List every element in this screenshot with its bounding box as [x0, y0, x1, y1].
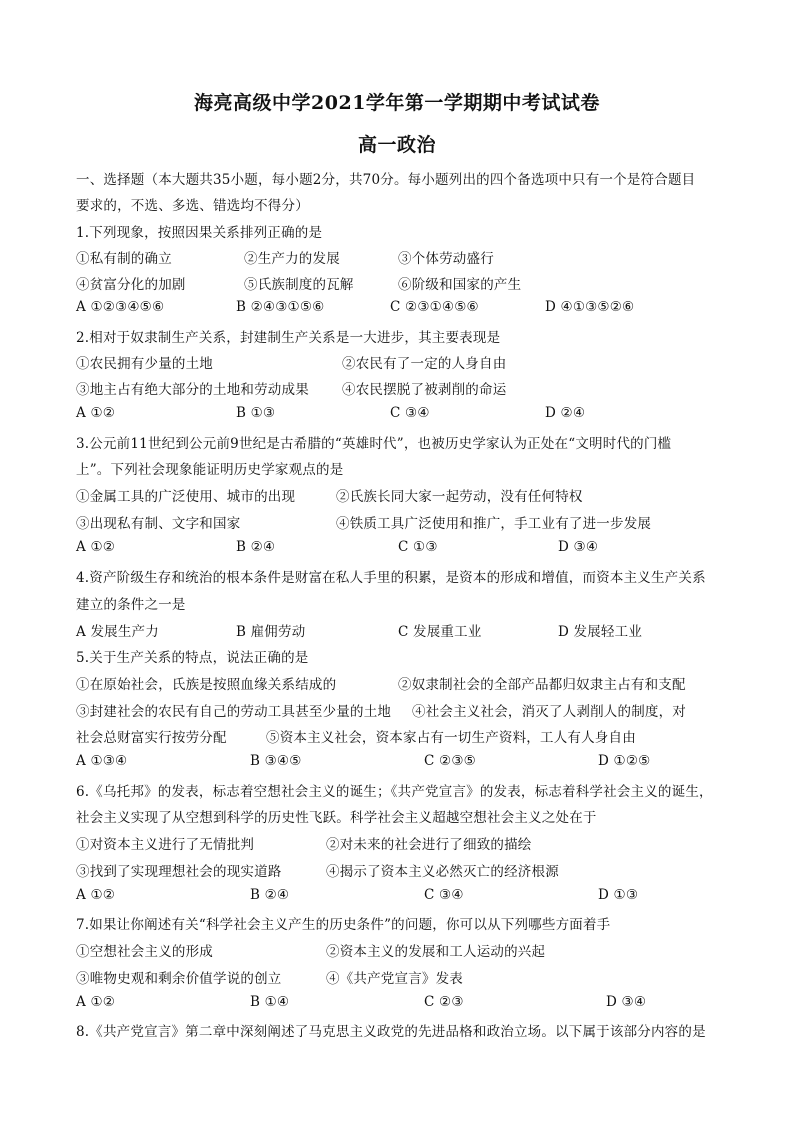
- question-5-statement-4-cont: 社会总财富实行按劳分配: [76, 730, 227, 746]
- question-3-statement-1: ①金属工具的广泛使用、城市的出现: [76, 489, 296, 505]
- question-1-statement-1: ①私有制的确立: [76, 251, 172, 267]
- question-6-stem-line-1: 6.《乌托邦》的发表，标志着空想社会主义的诞生；《共产党宣言》的发表，标志着科学社会主义的诞生，: [76, 784, 713, 800]
- question-4-option-d: D 发展轻工业: [558, 624, 643, 640]
- question-3-option-b: B ②④: [236, 539, 276, 555]
- question-6-option-c: C ③④: [424, 887, 464, 903]
- question-8-stem: 8.《共产党宣言》第二章中深刻阐述了马克思主义政党的先进品格和政治立场。以下属于该部分内容的是: [76, 1024, 706, 1040]
- question-1-option-a: A ①②③④⑤⑥: [76, 299, 165, 315]
- question-6-option-d: D ①③: [598, 887, 639, 903]
- question-6-statement-3: ③找到了实现理想社会的现实道路: [76, 864, 282, 880]
- section-instruction-line-2: 要求的，不选、多选、错选均不得分）: [76, 198, 309, 214]
- question-2-stem: 2.相对于奴隶制生产关系，封建制生产关系是一大进步，其主要表现是: [76, 330, 501, 346]
- exam-title: 海亮高级中学2021学年第一学期期中考试试卷: [194, 92, 600, 114]
- question-7-statement-1: ①空想社会主义的形成: [76, 944, 213, 960]
- question-1-option-b: B ②④③①⑤⑥: [236, 299, 325, 315]
- question-5-option-a: A ①③④: [76, 753, 128, 769]
- question-5-option-d: D ①②⑤: [598, 753, 651, 769]
- question-1-option-c: C ②③①④⑤⑥: [390, 299, 479, 315]
- question-7-stem: 7.如果让你阐述有关“科学社会主义产生的历史条件”的问题，你可以从下列哪些方面着手: [76, 917, 611, 933]
- question-5-option-b: B ③④⑤: [250, 753, 302, 769]
- question-2-statement-4: ④农民摆脱了被剥削的命运: [342, 382, 507, 398]
- question-7-option-a: A ①②: [76, 994, 116, 1010]
- question-3-statement-3: ③出现私有制、文字和国家: [76, 516, 241, 532]
- question-4-option-a: A 发展生产力: [76, 624, 159, 640]
- question-7-option-b: B ①④: [250, 994, 290, 1010]
- question-3-option-a: A ①②: [76, 539, 116, 555]
- question-6-option-b: B ②④: [250, 887, 290, 903]
- exam-subtitle: 高一政治: [357, 134, 436, 156]
- question-2-option-d: D ②④: [545, 405, 586, 421]
- question-6-stem-line-2: 社会主义实现了从空想到科学的历史性飞跃。科学社会主义超越空想社会主义之处在于: [76, 810, 597, 826]
- question-7-statement-3: ③唯物史观和剩余价值学说的创立: [76, 971, 282, 987]
- question-5-statement-3: ③封建社会的农民有自己的劳动工具甚至少量的土地: [76, 704, 392, 720]
- question-6-statement-4: ④揭示了资本主义必然灭亡的经济根源: [326, 864, 559, 880]
- question-4-stem-line-1: 4.资产阶级生存和统治的根本条件是财富在私人手里的积累，是资本的形成和增值，而资本主义生产关系: [76, 570, 706, 586]
- question-1-statement-6: ⑥阶级和国家的产生: [398, 277, 522, 293]
- question-1-statement-5: ⑤氏族制度的瓦解: [244, 277, 354, 293]
- question-2-option-a: A ①②: [76, 405, 116, 421]
- question-7-option-c: C ②③: [424, 994, 464, 1010]
- question-2-option-c: C ③④: [390, 405, 430, 421]
- question-1-statement-3: ③个体劳动盛行: [398, 251, 494, 267]
- question-7-statement-4: ④《共产党宣言》发表: [326, 971, 463, 987]
- question-6-statement-1: ①对资本主义进行了无情批判: [76, 837, 255, 853]
- question-3-option-d: D ③④: [558, 539, 599, 555]
- question-2-option-b: B ①③: [236, 405, 276, 421]
- question-2-statement-1: ①农民拥有少量的土地: [76, 356, 213, 372]
- question-5-statement-4: ④社会主义社会，消灭了人剥削人的制度，对: [412, 704, 686, 720]
- question-3-stem-line-1: 3.公元前11世纪到公元前9世纪是古希腊的“英雄时代”，也被历史学家认为正处在“文明时代的门槛: [76, 436, 672, 452]
- question-1-stem: 1.下列现象，按照因果关系排列正确的是: [76, 225, 323, 241]
- section-instruction-line-1: 一、选择题（本大题共35小题，每小题2分，共70分。每小题列出的四个备选项中只有一个是符合题目: [76, 172, 696, 188]
- question-4-stem-line-2: 建立的条件之一是: [76, 597, 186, 613]
- question-6-option-a: A ①②: [76, 887, 116, 903]
- question-1-statement-2: ②生产力的发展: [244, 251, 340, 267]
- question-3-stem-line-2: 上”。下列社会现象能证明历史学家观点的是: [76, 462, 344, 478]
- question-3-statement-4: ④铁质工具广泛使用和推广，手工业有了进一步发展: [336, 516, 652, 532]
- question-5-stem: 5.关于生产关系的特点，说法正确的是: [76, 650, 309, 666]
- question-5-statement-2: ②奴隶制社会的全部产品都归奴隶主占有和支配: [398, 677, 686, 693]
- question-6-statement-2: ②对未来的社会进行了细致的描绘: [326, 837, 532, 853]
- question-5-option-c: C ②③⑤: [424, 753, 476, 769]
- question-2-statement-2: ②农民有了一定的人身自由: [342, 356, 507, 372]
- question-7-statement-2: ②资本主义的发展和工人运动的兴起: [326, 944, 546, 960]
- question-4-option-c: C 发展重工业: [398, 624, 482, 640]
- question-7-option-d: D ③④: [606, 994, 647, 1010]
- question-5-statement-5: ⑤资本主义社会，资本家占有一切生产资料，工人有人身自由: [266, 730, 636, 746]
- question-4-option-b: B 雇佣劳动: [236, 624, 306, 640]
- question-5-statement-1: ①在原始社会，氏族是按照血缘关系结成的: [76, 677, 337, 693]
- question-1-statement-4: ④贫富分化的加剧: [76, 277, 186, 293]
- question-2-statement-3: ③地主占有绝大部分的土地和劳动成果: [76, 382, 309, 398]
- question-3-statement-2: ②氏族长同大家一起劳动，没有任何特权: [336, 489, 583, 505]
- question-1-option-d: D ④①③⑤②⑥: [545, 299, 635, 315]
- question-3-option-c: C ①③: [398, 539, 438, 555]
